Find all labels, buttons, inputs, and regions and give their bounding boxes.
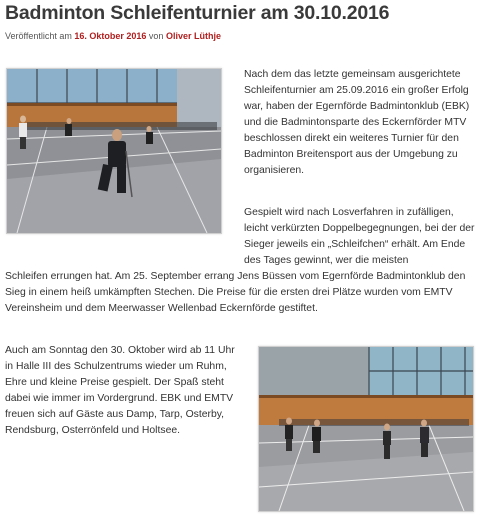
meta-prefix: Veröffentlicht am bbox=[5, 31, 75, 41]
paragraph-2-top: Gespielt wird nach Losverfahren in zufälligen, leicht verkürzten Doppelbegegnungen, bei der der Sieger jeweils ein „Schleifchen“ erhält. Am Ende des Tages gewinnt, wer die meisten bbox=[244, 207, 475, 266]
photo-badminton-hall-1 bbox=[6, 68, 222, 234]
meta-date-link[interactable]: 16. Oktober 2016 bbox=[74, 31, 147, 41]
paragraph-3: Auch am Sonntag den 30. Oktober wird ab 11 Uhr in Halle III des Schulzentrums wieder um Ruhm, Ehre und kleine Preise gespielt. Der Spaß steht dabei wie immer im Vordergrund. EBK und EMTV freuen sich auf Gäste aus Damp, Tarp, Osterby, Rendsburg, Osterrönfeld und Holtsee. bbox=[5, 345, 235, 436]
photo-badminton-hall-2 bbox=[258, 346, 474, 512]
article-meta bbox=[5, 31, 221, 41]
meta-by: von bbox=[146, 31, 166, 41]
paragraph-1: Nach dem das letzte gemeinsam ausgerichtete Schleifenturnier am 25.09.2016 ein großer Erfolg war, haben der Egernförde Badmintonklub (EBK) und die Badmintonsparte des Eckernförder MTV beschlossen direkt ein weiteres Turnier für den Badminton Breitensport aus der Umgebung zu organisieren. bbox=[244, 69, 470, 176]
paragraph-2-bottom: Schleifen errungen hat. Am 25. September errang Jens Büssen vom Egernförde Badmintonklub den Sieg in einem heiß umkämpften Stechen. Die Preise für die ersten drei Plätze wurden vom EMTV Vereinsheim und dem Meerwasser Wellenbad Eckernförde gestiftet. bbox=[5, 271, 466, 314]
meta-author-link[interactable]: Oliver Lüthje bbox=[165, 31, 221, 41]
article-title: Badminton Schleifenturnier am 30.10.2016 bbox=[5, 2, 390, 24]
